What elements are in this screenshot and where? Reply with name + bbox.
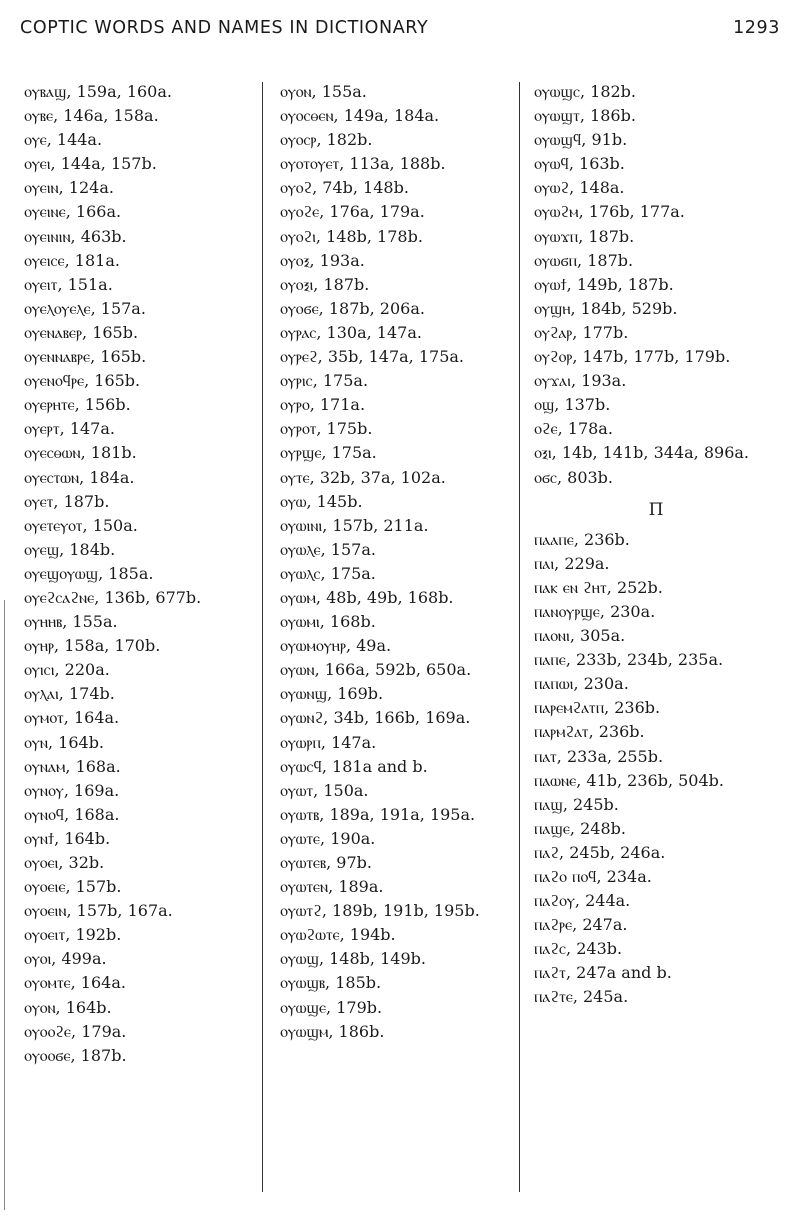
index-entry: ⲟⲩⲱϩⲱⲧⲉ, 194b. <box>280 925 396 945</box>
index-entry: ⲟⲩⲣⲁⲥ, 130a, 147a. <box>280 322 422 342</box>
index-entry: ⲟⲩⲉⲓ, 144a, 157b. <box>24 154 157 174</box>
index-entry: ⲡⲁⲁⲡⲉ, 236b. <box>534 529 630 549</box>
index-entry: ⲟⲩⲟⲥⲣ, 182b. <box>280 130 373 150</box>
index-entry: ⲟⲩⲱⲓⲛⲓ, 157b, 211a. <box>280 515 429 535</box>
index-entry: ⲟⲩⲉϣ, 184b. <box>24 539 116 559</box>
index-entry: ⲟⲩⲱϣⲧ, 186b. <box>534 106 636 126</box>
index-entry: ⲡⲁⲡⲉ, 233b, 234b, 235a. <box>534 650 724 670</box>
index-entry: ⲟⲩϩⲁⲣ, 177b. <box>534 322 629 342</box>
index-entry: ⲟⲩⲱⲗⲥ, 175a. <box>280 563 376 583</box>
index-entry: ⲟⲩⲱϣⲥ, 182b. <box>534 82 637 101</box>
index-entry: ⲡⲁⲣⲙϩⲁⲧ, 236b. <box>534 722 645 742</box>
index-entry: ⲟⲩⲱⲛϣ, 169b. <box>280 684 384 704</box>
index-entry: ⲟⲩⲉⲓⲛⲓⲛ, 463b. <box>24 226 127 246</box>
index-entry: ⲡⲁϩⲥ, 243b. <box>534 939 623 959</box>
index-entry: ⲟⲩⲛϯ, 164b. <box>24 828 111 848</box>
index-entry: ⲟⲩⲟⲉⲓⲉ, 157b. <box>24 877 122 897</box>
index-entry: ⲟⲩⲉϩⲥⲁϩⲛⲉ, 136b, 677b. <box>24 587 202 607</box>
index-entry: ⲟⲩⲱϯ, 149b, 187b. <box>534 274 674 294</box>
index-entry: ⲟⲩⲟⲟϩⲉ, 179a. <box>24 1021 127 1041</box>
index-entry: ⲟⲩⲗⲁⲓ, 174b. <box>24 684 115 704</box>
index-entry: ⲟⲩⲟⲓ, 499a. <box>24 949 107 969</box>
index-entry: ⲟⲩⲉϣⲟⲩⲱϣ, 185a. <box>24 563 154 583</box>
index-entry: ⲟⲩⲱϣⲃ, 185b. <box>280 973 382 993</box>
index-entry: ⲟⲩⲱⲧⲉ, 190a. <box>280 828 376 848</box>
index-entry: ⲟⲩⲓⲥⲓ, 220a. <box>24 660 110 680</box>
index-entry: ⲟⲩⲟⲉⲓ, 32b. <box>24 853 105 872</box>
index-entry: ⲟⲩⲣⲟⲧ, 175b. <box>280 419 373 439</box>
index-entry: ⲟⲩⲱⲧϩ, 189b, 191b, 195b. <box>280 901 480 921</box>
index-entry: ⲟⲩⲉⲛⲟϥⲣⲉ, 165b. <box>24 371 141 391</box>
index-entry: ⲡⲁⲓ, 229a. <box>534 553 610 573</box>
index-entry: ⲟⲩϫⲁⲓ, 193a. <box>534 371 627 391</box>
index-entry: ⲟⲩⲉⲛⲛⲁⲃⲣⲉ, 165b. <box>24 347 147 367</box>
index-entry: ⲟⲩⲉ, 144a. <box>24 130 103 150</box>
index-entry: ⲟⲩⲱⲧⲉⲃ, 97b. <box>280 853 372 872</box>
index-entry: ⲟⲩⲟϭⲉ, 187b, 206a. <box>280 298 425 318</box>
index-entry: ⲟⲩⲉⲓⲛ, 124a. <box>24 178 114 198</box>
index-entry: ⲟⲩⲉⲥⲧⲱⲛ, 184a. <box>24 467 135 487</box>
running-header <box>20 18 780 48</box>
index-entry: ⲟⲩⲛⲟⲩ, 169a. <box>24 780 120 800</box>
index-entry: ⲟⲩⲉⲓⲥⲉ, 181a. <box>24 250 120 270</box>
index-entry: ⲟⲩⲉⲥⲑⲱⲛ, 181b. <box>24 443 137 463</box>
index-entry: ⲟⲩⲱⲙⲟⲩⲏⲣ, 49a. <box>280 636 392 656</box>
index-entry: ⲟⲩⲟϩⲓ, 148b, 178b. <box>280 226 423 246</box>
index-entry: ⲟⲩⲟⲝ, 193a. <box>280 250 365 270</box>
index-entry: ⲟⲩⲏⲣ, 158a, 170b. <box>24 636 161 656</box>
index-entry: ⲟⲩⲱⲥϥ, 181a and b. <box>280 756 428 776</box>
index-entry: ⲡⲁϩⲣⲉ, 247a. <box>534 915 628 935</box>
index-entry: ⲟⲩⲉⲣⲏⲧⲉ, 156b. <box>24 395 131 415</box>
index-entry: ⲟⲩⲃⲁϣ, 159a, 160a. <box>24 82 172 101</box>
index-entry: ⲟⲩⲟⲟϭⲉ, 187b. <box>24 1045 127 1065</box>
index-entry: ⲟⲩⲛⲁⲙ, 168a. <box>24 756 121 776</box>
index-entry: ⲟⲩⲟⲉⲓⲛ, 157b, 167a. <box>24 901 173 921</box>
index-entry: ⲟⲩⲟⲙⲧⲉ, 164a. <box>24 973 126 993</box>
index-entry: ⲟⲩⲟⲧⲟⲩⲉⲧ, 113a, 188b. <box>280 154 446 174</box>
index-entry: ⲟⲩϣⲏ, 184b, 529b. <box>534 298 678 318</box>
index-entry: ⲟⲩⲱⲙⲓ, 168b. <box>280 612 376 632</box>
index-entry: ⲟϭⲥ, 803b. <box>534 467 614 487</box>
index-entry: ⲟⲩⲱⲧⲉⲛ, 189a. <box>280 877 384 897</box>
index-entry: ⲡⲁⲡⲱⲓ, 230a. <box>534 674 629 694</box>
index-entry: ⲟϣ, 137b. <box>534 395 611 415</box>
index-entry: ⲟⲩⲟϩⲉ, 176a, 179a. <box>280 202 425 222</box>
index-entry: ⲡⲁϩⲟ ⲡⲟϥ, 234a. <box>534 867 652 886</box>
index-entry: ⲟϩⲉ, 178a. <box>534 419 613 439</box>
section-letter: Π <box>648 499 664 520</box>
index-entry: ⲟⲩⲱⲗⲉ, 157a. <box>280 539 376 559</box>
index-entry: ⲡⲁⲕ ⲉⲛ ϩⲏⲧ, 252b. <box>534 577 663 597</box>
index-entry: ⲟⲩⲱϭⲡ, 187b. <box>534 250 634 270</box>
index-entry: ⲟⲩⲉⲧ, 187b. <box>24 491 110 511</box>
index-entry: ⲡⲁⲛⲟⲩⲣϣⲉ, 230a. <box>534 601 656 621</box>
index-entry: ⲡⲁϩ, 245b, 246a. <box>534 842 666 862</box>
index-entry: ⲟⲩⲱϩⲙ, 176b, 177a. <box>534 202 685 222</box>
index-entry: ⲡⲁⲱⲛⲉ, 41b, 236b, 504b. <box>534 770 724 790</box>
index-entry: ⲟⲩⲉⲣⲧ, 147a. <box>24 419 115 439</box>
index-entry: ⲟⲩⲟⲉⲓⲧ, 192b. <box>24 925 122 945</box>
index-entry: ⲟⲩⲱϥ, 163b. <box>534 154 625 174</box>
page-number: 1293 <box>733 18 780 38</box>
index-entry: ⲟⲩⲱ, 145b. <box>280 491 363 511</box>
index-entry: ⲡⲁⲧ, 233a, 255b. <box>534 746 664 766</box>
index-entry: ⲟⲩⲉⲗⲟⲩⲉⲗⲉ, 157a. <box>24 298 146 318</box>
index-entry: ⲟⲩⲛ, 164b. <box>24 732 105 752</box>
index-entry: ⲟⲩⲱϫⲡ, 187b. <box>534 226 635 246</box>
index-entry: ⲟⲩⲏⲏⲃ, 155a. <box>24 612 118 632</box>
index-entry: ⲡⲁϣ, 245b. <box>534 794 619 814</box>
index-entry: ⲡⲁⲣⲉⲙϩⲁⲧⲡ, 236b. <box>534 698 661 718</box>
index-entry: ⲡⲁⲟⲛⲓ, 305a. <box>534 626 626 646</box>
index-entry: ⲟⲝⲓ, 14b, 141b, 344a, 896a. <box>534 443 749 463</box>
index-entry: ⲟⲩⲱⲛ, 166a, 592b, 650a. <box>280 660 472 680</box>
index-entry: ⲟⲩⲱϣⲉ, 179b. <box>280 997 383 1017</box>
index-column-3 <box>534 80 778 1010</box>
index-entry: ⲟⲩⲉⲧⲉⲩⲟⲧ, 150a. <box>24 515 138 535</box>
index-entry: ⲡⲁϣⲉ, 248b. <box>534 818 626 838</box>
index-entry: ⲟⲩⲧⲉ, 32b, 37a, 102a. <box>280 467 446 487</box>
index-entry: ⲟⲩⲙⲟⲧ, 164a. <box>24 708 120 728</box>
index-column-2 <box>280 80 524 1044</box>
index-entry: ⲡⲁϩⲧ, 247a and b. <box>534 963 672 983</box>
index-entry: ⲡⲁϩⲧⲉ, 245a. <box>534 987 629 1007</box>
index-entry: ⲟⲩⲱⲧ, 150a. <box>280 780 369 800</box>
index-entry: ⲟⲩⲱϣⲙ, 186b. <box>280 1021 385 1041</box>
index-entry: ⲟⲩⲱⲧⲃ, 189a, 191a, 195a. <box>280 804 476 824</box>
index-entry: ⲟⲩⲱⲙ, 48b, 49b, 168b. <box>280 587 454 607</box>
index-entry: ⲟⲩϩⲟⲣ, 147b, 177b, 179b. <box>534 347 731 367</box>
index-entry: ⲟⲩⲟⲛ, 155a. <box>280 82 367 101</box>
index-entry: ⲟⲩⲱϣ, 148b, 149b. <box>280 949 426 969</box>
index-entry: ⲟⲩⲛⲟϥ, 168a. <box>24 804 120 824</box>
index-entry: ⲟⲩⲣⲟ, 171a. <box>280 395 366 415</box>
index-entry: ⲟⲩⲱϣϥ, 91b. <box>534 130 628 150</box>
index-entry: ⲟⲩⲱϩ, 148a. <box>534 178 625 198</box>
index-entry: ⲡⲁϩⲟⲩ, 244a. <box>534 891 631 911</box>
index-entry: ⲟⲩⲉⲛⲁⲃⲉⲣ, 165b. <box>24 322 139 342</box>
index-entry: ⲟⲩⲱⲣⲡ, 147a. <box>280 732 377 752</box>
index-entry: ⲟⲩⲟⲥⲑⲉⲛ, 149a, 184a. <box>280 106 440 126</box>
index-entry: ⲟⲩⲟⲝⲓ, 187b. <box>280 274 370 294</box>
index-entry: ⲟⲩⲟϩ, 74b, 148b. <box>280 178 409 198</box>
index-entry: ⲟⲩⲃⲉ, 146a, 158a. <box>24 106 159 126</box>
page-edge-line <box>4 600 5 1210</box>
index-entry: ⲟⲩⲟⲛ, 164b. <box>24 997 112 1017</box>
index-column-1 <box>24 80 268 1068</box>
index-entry: ⲟⲩⲱⲛϩ, 34b, 166b, 169a. <box>280 708 471 728</box>
index-entry: ⲟⲩⲣϣⲉ, 175a. <box>280 443 377 463</box>
index-entry: ⲟⲩⲣⲓⲥ, 175a. <box>280 371 369 391</box>
index-entry: ⲟⲩⲉⲓⲧ, 151a. <box>24 274 113 294</box>
index-entry: ⲟⲩⲣⲉϩ, 35b, 147a, 175a. <box>280 347 465 367</box>
page-title: COPTIC WORDS AND NAMES IN DICTIONARY <box>20 18 429 38</box>
index-entry: ⲟⲩⲉⲓⲛⲉ, 166a. <box>24 202 122 222</box>
